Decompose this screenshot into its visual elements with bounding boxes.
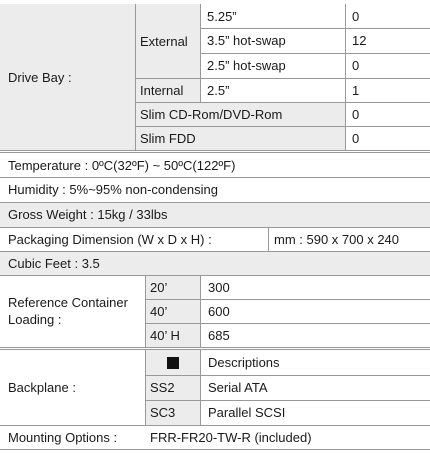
divider-line	[0, 227, 430, 228]
backplane-desc-sc3: Parallel SCSI	[208, 405, 286, 420]
temperature-row: Temperature : 0ºC(32ºF) ~ 50ºC(122ºF)	[8, 157, 236, 173]
divider-line	[145, 400, 430, 401]
black-square-icon	[167, 357, 179, 369]
divider-line	[200, 350, 201, 425]
container-qty-20: 300	[208, 279, 230, 295]
backplane-code-ss2: SS2	[150, 380, 175, 395]
drive-type-25-internal: 2.5”	[207, 82, 230, 98]
divider-line	[0, 275, 430, 276]
container-size-20: 20’	[150, 279, 168, 295]
packaging-value: mm : 590 x 700 x 240	[274, 231, 400, 247]
container-qty-40: 600	[208, 303, 230, 319]
divider-line	[0, 202, 430, 203]
drive-type-slim-cd: Slim CD-Rom/DVD-Rom	[140, 106, 283, 122]
divider-line	[0, 150, 430, 151]
backplane-desc-ss2: Serial ATA	[208, 380, 268, 395]
humidity-row: Humidity : 5%~95% non-condensing	[8, 182, 218, 197]
drive-qty-25-internal: 1	[352, 82, 360, 98]
gross-weight-row: Gross Weight : 15kg / 33lbs	[8, 207, 168, 222]
drive-qty-25-hotswap: 0	[352, 58, 360, 73]
drive-bay-label: Drive Bay :	[8, 69, 72, 85]
divider-line	[0, 425, 430, 426]
container-qty-40h: 685	[208, 327, 230, 343]
drive-type-35-hotswap: 3.5” hot-swap	[207, 33, 286, 48]
drive-type-525: 5.25”	[207, 8, 237, 24]
divider-line	[0, 347, 430, 348]
divider-line	[145, 375, 430, 376]
divider-line	[145, 350, 146, 425]
drive-qty-slim-fdd: 0	[352, 130, 360, 146]
divider-line	[135, 4, 136, 150]
divider-line	[0, 152, 430, 153]
legend-square-cell	[145, 350, 200, 375]
divider-line	[0, 349, 430, 350]
divider-line	[200, 275, 201, 347]
divider-line	[200, 4, 201, 102]
divider-line	[200, 28, 430, 29]
divider-line	[135, 102, 430, 103]
divider-line	[268, 227, 269, 251]
cubic-feet-row: Cubic Feet : 3.5	[8, 255, 100, 271]
divider-line	[0, 251, 430, 252]
packaging-label: Packaging Dimension (W x D x H) :	[8, 231, 212, 247]
drive-qty-525: 0	[352, 8, 360, 24]
divider-line	[135, 126, 430, 127]
divider-line	[200, 53, 430, 54]
divider-line	[135, 78, 430, 79]
mounting-label: Mounting Options :	[8, 429, 118, 445]
backplane-desc-header: Descriptions	[208, 355, 280, 370]
backplane-label: Backplane :	[8, 380, 76, 395]
internal-label: Internal	[140, 82, 184, 98]
drive-qty-slim-cd: 0	[352, 106, 360, 122]
divider-line	[345, 4, 346, 150]
divider-line	[145, 299, 430, 300]
backplane-code-sc3: SC3	[150, 405, 176, 420]
container-size-40h: 40’ H	[150, 327, 180, 343]
divider-line	[0, 449, 430, 450]
container-label	[8, 275, 128, 347]
external-label: External	[140, 33, 188, 49]
container-label-line1: Reference Container	[8, 295, 128, 310]
drive-type-25-hotswap: 2.5” hot-swap	[207, 58, 286, 73]
container-size-40: 40’	[150, 303, 168, 319]
mounting-value: FRR-FR20-TW-R (included)	[150, 429, 312, 445]
divider-line	[145, 323, 430, 324]
container-label-line2: Loading :	[8, 312, 62, 327]
drive-type-slim-fdd: Slim FDD	[140, 130, 196, 146]
divider-line	[0, 177, 430, 178]
divider-line	[145, 275, 146, 347]
drive-qty-35-hotswap: 12	[352, 33, 367, 48]
